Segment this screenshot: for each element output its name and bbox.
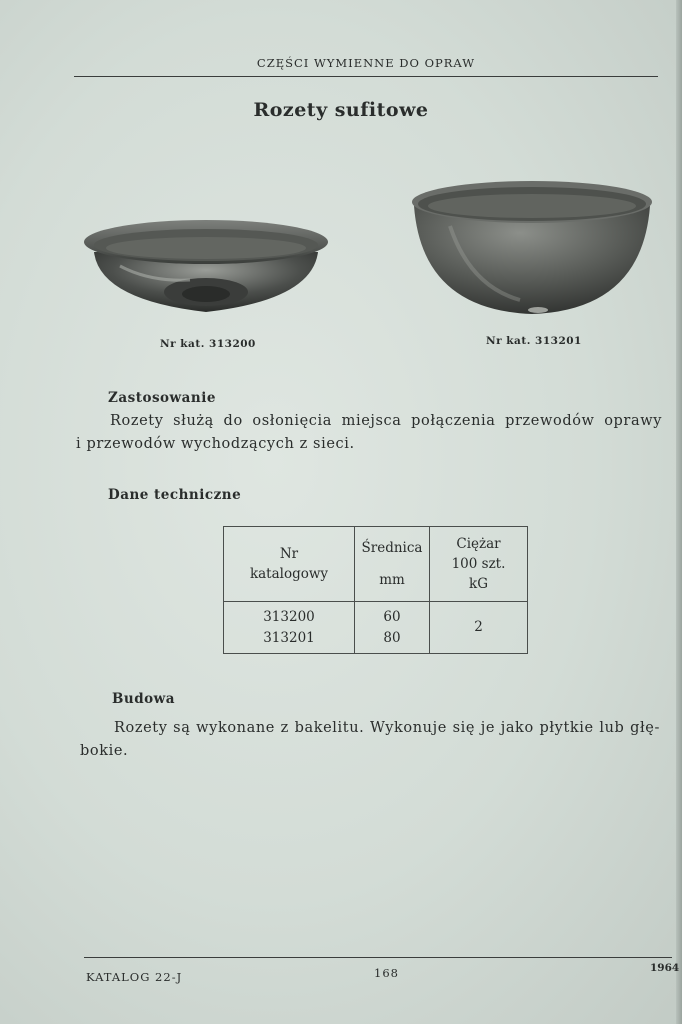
header-text: Nr [279,546,299,562]
deep-rosette-image [410,176,654,318]
footer-page-number: 168 [374,966,399,980]
header-nr [224,527,355,602]
header-text: Średnica [361,540,423,556]
footer-rule [84,957,672,958]
cell-value: 2 [474,619,483,635]
heading-budowa: Budowa [112,691,176,707]
table-body-row [224,602,528,654]
paragraph-line: Rozety służą do osłonięcia miejsca połączenia przewodów oprawy [110,413,662,429]
page-title: Rozety sufitowe [253,99,429,121]
header-rule [74,76,658,77]
heading-dane-techniczne: Dane techniczne [108,487,242,503]
page-edge [676,0,682,1024]
cell-nr [224,602,355,654]
paragraph-zastosowanie [76,410,662,456]
header-srednica [355,527,430,602]
cell-value: 313200 [263,608,315,625]
footer-year: 1964 [650,962,680,974]
paragraph-line: bokie. [80,743,129,759]
header-ciezar [430,527,528,602]
header-text: 100 szt. [451,556,506,572]
footer-catalog: KATALOG 22-J [86,970,183,984]
caption-313200: Nr kat. 313200 [160,338,256,350]
header-text: katalogowy [249,566,329,582]
header-text: Ciężar [456,536,501,552]
technical-data-table [223,526,528,654]
cell-value: 60 [383,608,401,625]
table-header-row [224,527,528,602]
shallow-rosette-image [80,208,332,320]
header-unit: mm [379,572,405,588]
paragraph-budowa [80,717,660,763]
heading-zastosowanie: Zastosowanie [108,390,216,406]
cell-srednica [355,602,430,654]
header-text: kG [469,576,488,592]
paragraph-line: Rozety są wykonane z bakelitu. Wykonuje się je jako płytkie lub głę- [114,720,660,736]
caption-313201: Nr kat. 313201 [486,335,582,347]
cell-ciezar [430,602,528,654]
cell-value: 313201 [263,629,315,646]
cell-value: 80 [383,629,401,646]
paragraph-line: i przewodów wychodzących z sieci. [76,436,355,452]
running-head: CZĘŚCI WYMIENNE DO OPRAW [256,56,476,70]
